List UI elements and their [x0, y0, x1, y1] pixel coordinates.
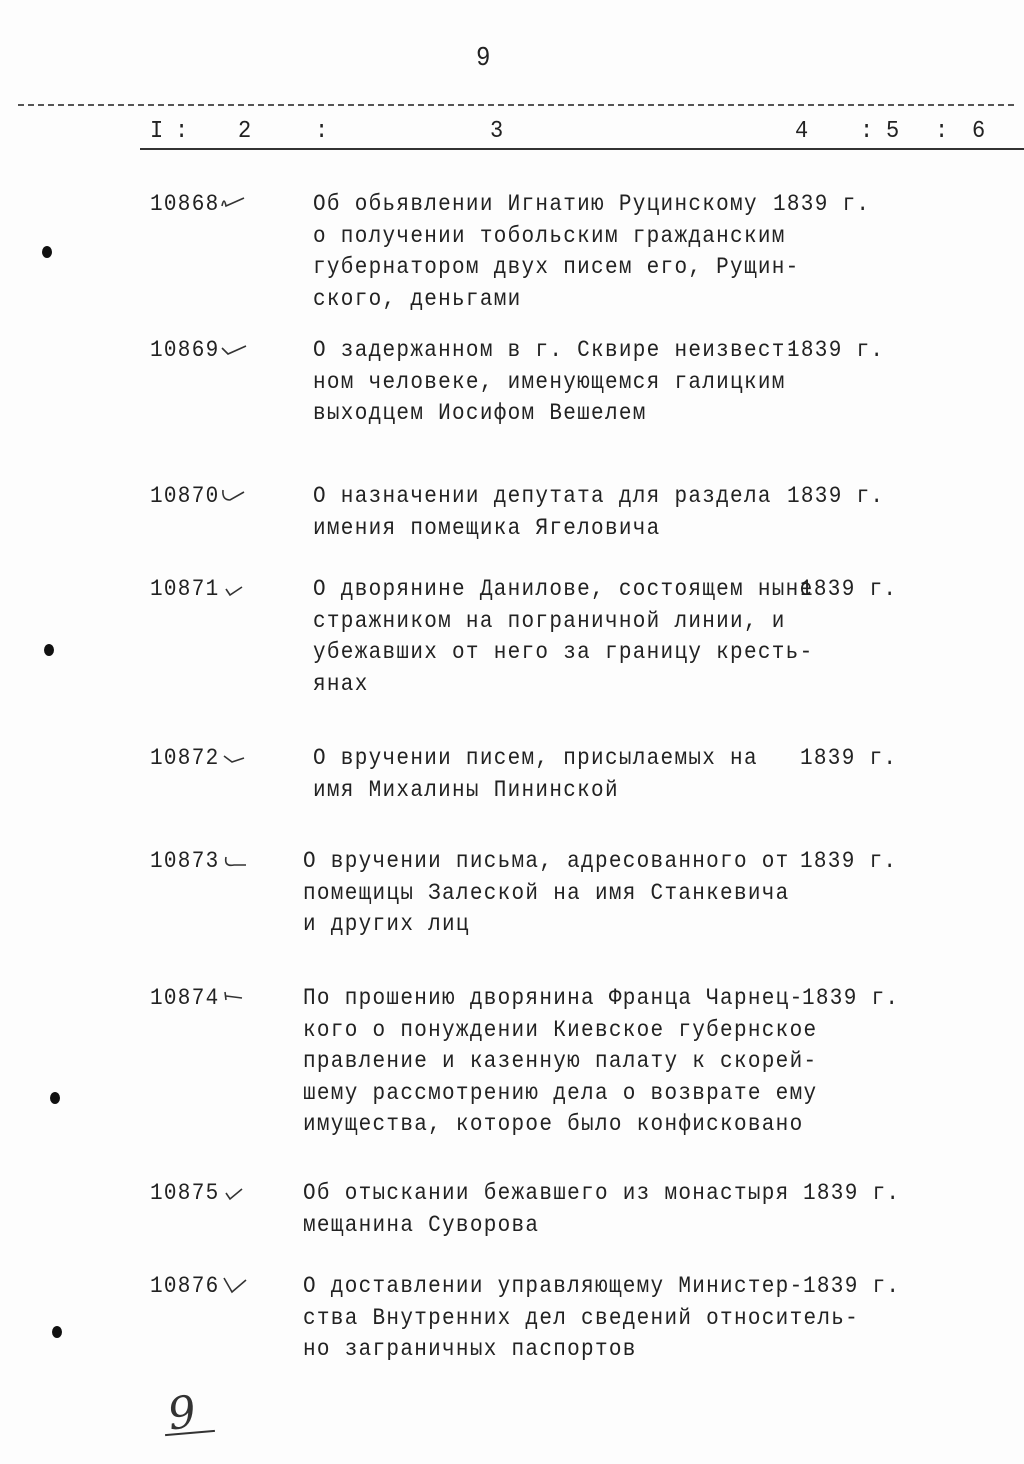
header-col-4: 4 [795, 117, 810, 145]
check-mark-icon [222, 988, 250, 1004]
header-sep: : [315, 117, 330, 145]
check-mark-icon [222, 1183, 250, 1199]
entry-title-line: имения помещика Ягеловича [313, 515, 661, 542]
entry-title-line: мещанина Суворова [303, 1212, 540, 1239]
entry-title-line: ского, деньгами [313, 286, 522, 313]
entry-title-line: и других лиц [303, 912, 470, 938]
check-mark-icon [220, 340, 248, 356]
entry-year: 1839 г. [800, 849, 898, 875]
entry-title-line: помещицы Залеской на имя Станкевича [303, 880, 790, 907]
entry-title-line: О дворянине Данилове, состоящем ныне [313, 577, 814, 603]
entry-title-line: О назначении депутата для раздела [313, 484, 772, 510]
header-col-6: 6 [972, 117, 987, 145]
entry-number: 10870 [150, 484, 220, 510]
entry-title-line: янах [313, 671, 369, 698]
entry-title-line: выходцем Иосифом Вешелем [313, 401, 647, 427]
header-sep: : [935, 117, 950, 145]
header-bottom-rule [140, 148, 1024, 150]
entry-number: 10871 [150, 577, 220, 603]
entry-title-line: правление и казенную палату к скорей- [303, 1049, 818, 1075]
header-top-rule [18, 104, 1014, 106]
header-col-1: I [150, 117, 165, 145]
header-sep: : [175, 117, 190, 145]
entry-number: 10876 [150, 1274, 220, 1300]
check-mark-icon [222, 1276, 250, 1292]
entry-title-line: губернатором двух писем его, Рущин- [313, 255, 800, 281]
entry-number: 10872 [150, 746, 220, 772]
entry-number: 10869 [150, 338, 220, 364]
check-mark-icon [220, 486, 248, 502]
entry-title-line: но заграничных паспортов [303, 1337, 637, 1363]
check-mark-icon [220, 194, 248, 210]
entry-year: 1839 г. [800, 577, 898, 603]
punch-hole-icon [52, 1326, 62, 1338]
entry-title-line: О доставлении управляющему Министер- [303, 1274, 804, 1300]
header-col-3: 3 [490, 117, 505, 145]
entry-number: 10873 [150, 849, 220, 875]
entry-year: 1839 г. [787, 338, 885, 364]
entry-title-line: шему рассмотрению дела о возврате ему [303, 1080, 818, 1107]
entry-title-line: ном человеке, именующемся галицким [313, 369, 786, 396]
entry-year: 1839 г. [787, 484, 885, 510]
entry-title-line: Об отыскании бежавшего из монастыря [303, 1181, 790, 1207]
entry-title-line: О задержанном в г. Сквире неизвест- [313, 338, 800, 364]
header-col-5: 5 [886, 117, 901, 145]
entry-year: 1839 г. [802, 986, 900, 1012]
entry-title-line: По прошению дворянина Франца Чарнец- [303, 986, 804, 1012]
punch-hole-icon [44, 644, 54, 656]
check-mark-icon [222, 851, 250, 867]
entry-title-line: Об обьявлении Игнатию Руцинскому [313, 192, 758, 218]
entry-year: 1839 г. [800, 746, 898, 772]
entry-number: 10875 [150, 1181, 220, 1207]
entry-number: 10874 [150, 986, 220, 1012]
check-mark-icon [222, 748, 250, 764]
handwritten-page-mark: 9 [164, 1386, 200, 1441]
entry-title-line: кого о понуждении Киевское губернское [303, 1017, 818, 1044]
punch-hole-icon [50, 1092, 60, 1104]
entry-title-line: О вручении письма, адресованного от [303, 849, 790, 875]
entry-title-line: имущества, которое было конфисковано [303, 1112, 804, 1138]
entry-title-line: имя Михалины Пининской [313, 777, 619, 804]
entry-title-line: О вручении писем, присылаемых на [313, 746, 758, 772]
header-col-2: 2 [238, 117, 253, 145]
punch-hole-icon [42, 246, 52, 258]
entry-year: 1839 г. [803, 1274, 901, 1300]
check-mark-icon [222, 579, 250, 595]
header-sep: : [860, 117, 875, 145]
entry-title-line: убежавших от него за границу кресть- [313, 640, 814, 666]
entry-title-line: стражником на пограничной линии, и [313, 608, 786, 635]
entry-title-line: ства Внутренних дел сведений относитель- [303, 1305, 860, 1332]
entry-title-line: о получении тобольским гражданским [313, 223, 786, 250]
entry-year: 1839 г. [803, 1181, 901, 1207]
page-number: 9 [476, 44, 492, 74]
entry-number: 10868 [150, 192, 220, 218]
entry-year: 1839 г. [773, 192, 871, 218]
